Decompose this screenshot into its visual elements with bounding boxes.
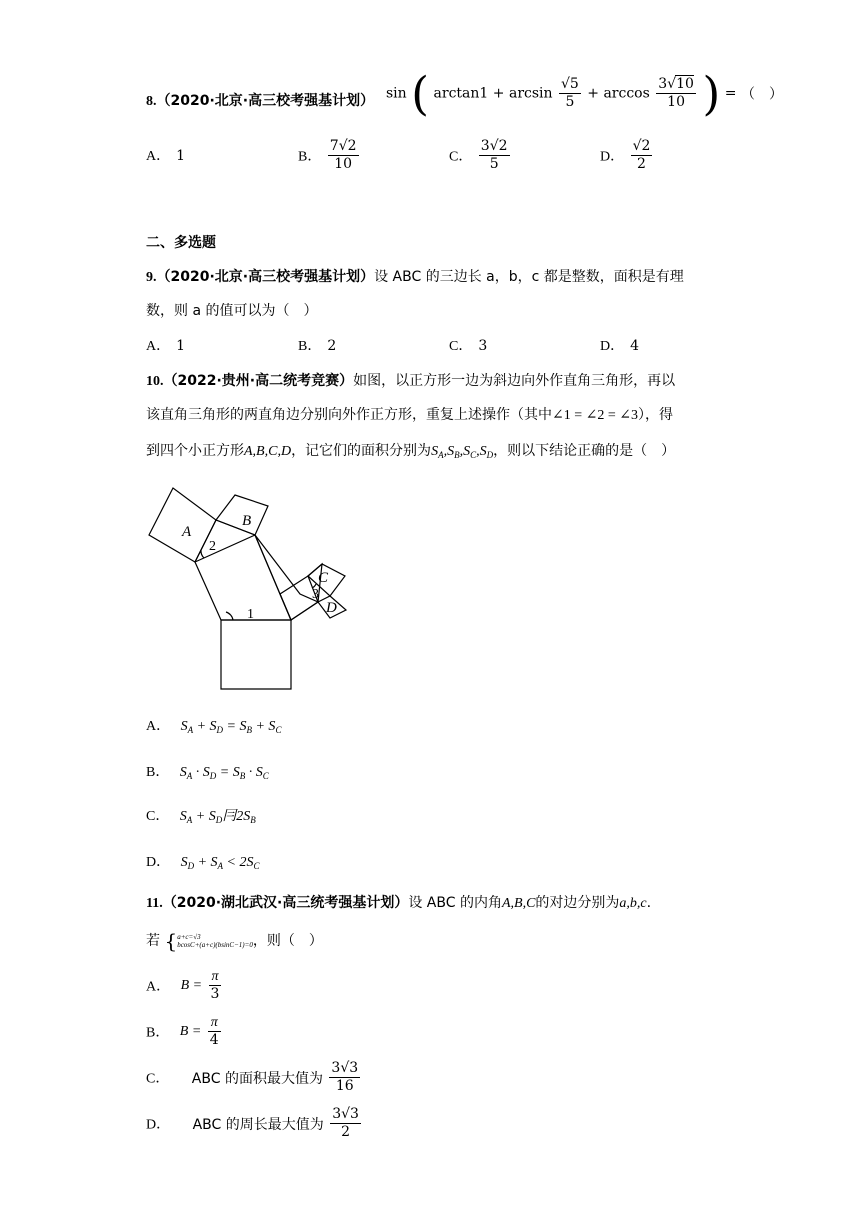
figure-angle-2-arc — [201, 550, 204, 558]
q11-option-b[interactable] — [146, 1014, 223, 1049]
q10-option-c-label: C． — [146, 809, 170, 824]
q8-option-a[interactable] — [146, 146, 185, 167]
q11-option-a[interactable] — [146, 968, 223, 1003]
q10-text-2c: ），得 — [637, 407, 673, 423]
q11-option-d-fraction — [330, 1106, 361, 1141]
q8-arcsin: arcsin — [508, 85, 553, 102]
q8-arccos-rad: 10 — [676, 76, 694, 92]
q11-option-a-den: 3 — [210, 986, 220, 1002]
q9-option-b-value: 2 — [327, 338, 337, 354]
q10-number: 10. — [146, 374, 164, 389]
q10-option-b[interactable] — [146, 762, 269, 786]
q8-option-c-fraction — [479, 138, 510, 173]
q8-option-b-den: 10 — [334, 156, 353, 172]
q9-number: 9. — [146, 270, 157, 285]
q9-text-1: 设 ABC 的三边长 a，b，c 都是整数，面积是有理 — [374, 269, 684, 285]
q9-option-b[interactable] — [298, 336, 336, 357]
q9-option-c[interactable] — [449, 336, 487, 357]
q11-option-a-fraction — [209, 968, 222, 1003]
figure-angle-1-arc — [226, 612, 233, 620]
q10-source: （2022·贵州·高二统考竞赛） — [163, 373, 354, 389]
q8-source: （2020·北京·高三校考强基计划） — [156, 93, 375, 109]
q9-option-d[interactable] — [600, 336, 639, 357]
q8-option-c-label: C． — [449, 149, 473, 165]
q8-arccos-coef: 3 — [658, 76, 668, 92]
figure-label-a: A — [182, 524, 192, 540]
q10-option-c[interactable] — [146, 806, 256, 830]
q9-option-a-value: 1 — [176, 338, 186, 354]
q8-blank: （ ） — [740, 86, 783, 103]
figure-angle-1: 1 — [247, 607, 254, 622]
q11-sides: a,b,c — [619, 896, 647, 911]
q8-option-b-label: B． — [298, 149, 322, 165]
q8-arccos-den: 10 — [667, 94, 685, 110]
q11-line-1 — [146, 892, 651, 915]
q11-option-b-fraction — [208, 1014, 221, 1049]
q9-option-a[interactable] — [146, 336, 185, 357]
q11-text-2a: 若 — [146, 933, 160, 949]
q8-option-a-label: A． — [146, 149, 171, 164]
q8-option-b-num: 7√2 — [329, 138, 357, 154]
q10-option-d[interactable] — [146, 852, 260, 876]
q10-text-1: 如图，以正方形一边为斜边向外作直角三角形，再以 — [353, 373, 676, 389]
q9-option-b-label: B． — [298, 339, 322, 354]
q8-right-paren: ) — [702, 66, 721, 121]
q10-text-3d: ，则以下结论正确的是（ ） — [493, 443, 676, 459]
q10-angle-equation: ∠1 = ∠2 = ∠3 — [552, 408, 638, 423]
q11-option-d-label: D． — [146, 1117, 171, 1133]
q10-text-3a: 到四个小正方形 — [146, 443, 244, 459]
q11-option-a-num: π — [209, 968, 222, 986]
q10-option-b-label: B． — [146, 765, 170, 780]
q8-option-c[interactable] — [449, 138, 512, 173]
q11-option-b-lhs: B = — [179, 1023, 202, 1039]
q10-option-c-formula: $S_A + S_D$冃$2S_B$ — [179, 809, 256, 825]
q10-text-3c: ，记它们的面积分别为 — [291, 443, 432, 459]
q9-line-1 — [146, 266, 684, 289]
q8-arccos: arccos — [603, 85, 650, 102]
q8-left-paren: ( — [411, 66, 430, 121]
q8-option-c-num: 3√2 — [480, 138, 508, 154]
q8-equals: = — [724, 85, 737, 102]
q8-arcsin-fraction — [559, 76, 581, 111]
q11-line-2 — [146, 930, 323, 952]
q9-option-c-value: 3 — [478, 338, 488, 354]
q8-option-b-fraction — [328, 138, 359, 173]
q11-text-1c: 的对边分别为 — [535, 895, 620, 911]
q11-system-eq-2: bcosC+(a+c)(bsinC−1)=0 — [177, 941, 253, 949]
q8-option-d-den: 2 — [637, 156, 646, 172]
q10-option-d-label: D． — [146, 855, 171, 870]
q8-expression — [386, 66, 783, 126]
q10-line-3 — [146, 440, 675, 466]
q9-option-d-label: D． — [600, 339, 625, 354]
q11-option-d[interactable] — [146, 1106, 363, 1141]
q11-option-a-label: A． — [146, 979, 171, 995]
q11-option-b-num: π — [208, 1014, 221, 1032]
q8-option-a-value: 1 — [176, 148, 186, 164]
q8-arccos-num: 3√10 — [658, 76, 694, 92]
q9-source: （2020·北京·高三校考强基计划） — [156, 269, 375, 285]
q8-option-b[interactable] — [298, 138, 361, 173]
q10-option-d-formula: $S_D + S_A < 2S_C$ — [180, 855, 260, 871]
q9-text-2: 数，则 a 的值可以为（ ） — [146, 303, 318, 319]
q11-option-c[interactable] — [146, 1060, 362, 1095]
q11-number: 11. — [146, 896, 163, 911]
q8-arcsin-num: √5 — [560, 76, 579, 92]
q8-option-c-den: 5 — [489, 156, 499, 172]
q8-option-d[interactable] — [600, 138, 654, 173]
q10-option-b-formula: $S_A \cdot S_D = S_B \cdot S_C$ — [179, 765, 269, 781]
section-title: 二、多选题 — [146, 235, 216, 251]
q8-option-d-fraction — [631, 138, 653, 173]
q11-text-1a: 设 ABC 的内角 — [408, 895, 502, 911]
q10-line-2 — [146, 404, 673, 427]
q8-arccos-fraction — [656, 76, 696, 111]
figure-base-square — [221, 620, 291, 689]
q9-option-d-value: 4 — [630, 338, 640, 354]
q10-line-1 — [146, 370, 675, 393]
q11-option-c-num: 3√3 — [331, 1060, 359, 1076]
q8-number: 8. — [146, 94, 157, 109]
q11-system-brace: { — [164, 929, 178, 953]
q11-option-b-den: 4 — [209, 1032, 219, 1048]
q8-plus-1: + — [492, 85, 505, 102]
q11-system-eq-1: a+c=√3 — [177, 933, 201, 941]
q10-option-a-formula: $S_A + S_D = S_B + S_C$ — [180, 719, 282, 735]
figure-label-b: B — [242, 513, 252, 529]
q8-option-d-label: D． — [600, 149, 625, 165]
q8-sin: sin — [386, 85, 407, 102]
q9-option-a-label: A． — [146, 339, 171, 354]
q11-option-c-text: ABC 的面积最大值为 — [191, 1070, 323, 1087]
figure-angle-3: 3 — [312, 587, 319, 602]
q11-angles: A,B,C — [501, 896, 536, 911]
figure-angle-2: 2 — [209, 539, 216, 554]
q8-arcsin-den: 5 — [565, 94, 575, 110]
q8-option-d-num: √2 — [632, 138, 651, 154]
q11-option-b-label: B． — [146, 1025, 170, 1041]
figure-label-d: D — [326, 600, 337, 616]
q11-option-c-fraction — [329, 1060, 360, 1095]
q11-text-1e: . — [646, 895, 652, 911]
q11-text-2b: ，则（ ） — [252, 933, 323, 949]
q8-stem — [146, 86, 374, 116]
q10-option-a-label: A． — [146, 719, 171, 734]
q10-squares: A,B,C,D — [244, 444, 292, 459]
q11-source: （2020·湖北武汉·高三统考强基计划） — [162, 895, 409, 911]
q11-option-d-num: 3√3 — [332, 1106, 359, 1122]
q8-arctan: arctan1 — [433, 85, 489, 102]
q11-option-d-text: ABC 的周长最大值为 — [192, 1116, 324, 1133]
q9-option-c-label: C． — [449, 339, 473, 354]
q11-option-d-den: 2 — [341, 1124, 351, 1140]
q10-areas: $S_A,S_B,S_C,S_D$ — [431, 444, 494, 460]
q11-option-a-lhs: B = — [180, 977, 203, 993]
q11-option-c-label: C． — [146, 1071, 170, 1087]
q11-option-c-den: 16 — [335, 1078, 354, 1094]
q8-plus-2: + — [587, 85, 599, 102]
q10-figure — [140, 478, 360, 694]
q10-text-2a: 该直角三角形的两直角边分别向外作正方形，重复上述操作（其中 — [146, 407, 552, 423]
q11-system — [177, 933, 253, 949]
q10-option-a[interactable] — [146, 716, 281, 740]
figure-label-c: C — [318, 570, 329, 586]
